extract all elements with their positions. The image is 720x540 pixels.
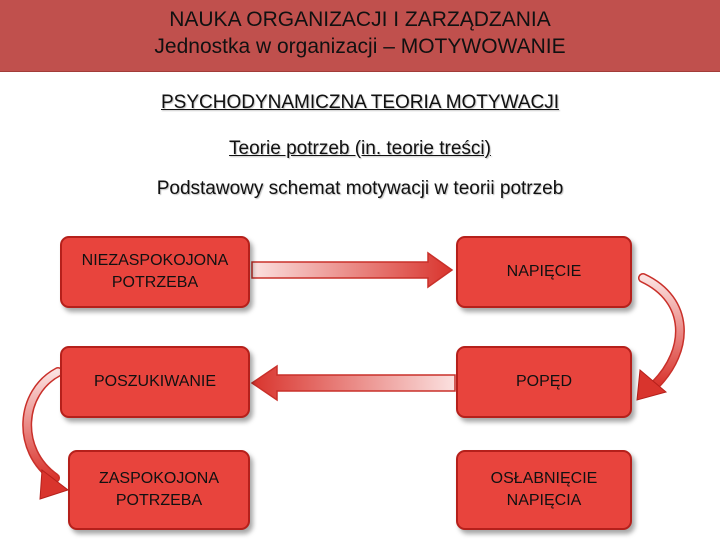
box-drive xyxy=(456,346,632,418)
box-tension-weakening-label: OSŁABNIĘCIE NAPIĘCIA xyxy=(490,470,598,509)
box-tension-weakening xyxy=(456,450,632,530)
title-line-2: Jednostka w organizacji – MOTYWOWANIE xyxy=(154,35,566,58)
subtheory-heading: Teorie potrzeb (in. teorie treści) xyxy=(229,138,491,159)
title-line-1: NAUKA ORGANIZACJI I ZARZĄDZANIA xyxy=(169,8,551,31)
box-drive-label: POPĘD xyxy=(515,373,572,390)
box-met-need xyxy=(68,450,250,530)
box-search-label: POSZUKIWANIE xyxy=(93,373,217,390)
arrow-unmet-to-tension xyxy=(252,253,452,287)
box-unmet-need xyxy=(60,236,250,308)
arrow-drive-to-search xyxy=(252,366,455,400)
box-unmet-need-label: NIEZASPOKOJONA POTRZEBA xyxy=(81,252,229,291)
box-tension xyxy=(456,236,632,308)
box-search xyxy=(60,346,250,418)
theory-heading: PSYCHODYNAMICZNA TEORIA MOTYWACJI xyxy=(161,92,559,113)
schema-heading: Podstawowy schemat motywacji w teorii potrzeb xyxy=(156,178,564,199)
box-met-need-label: ZASPOKOJONA POTRZEBA xyxy=(98,470,220,509)
arrow-tension-to-drive xyxy=(637,278,680,400)
box-tension-label: NAPIĘCIE xyxy=(506,263,582,280)
